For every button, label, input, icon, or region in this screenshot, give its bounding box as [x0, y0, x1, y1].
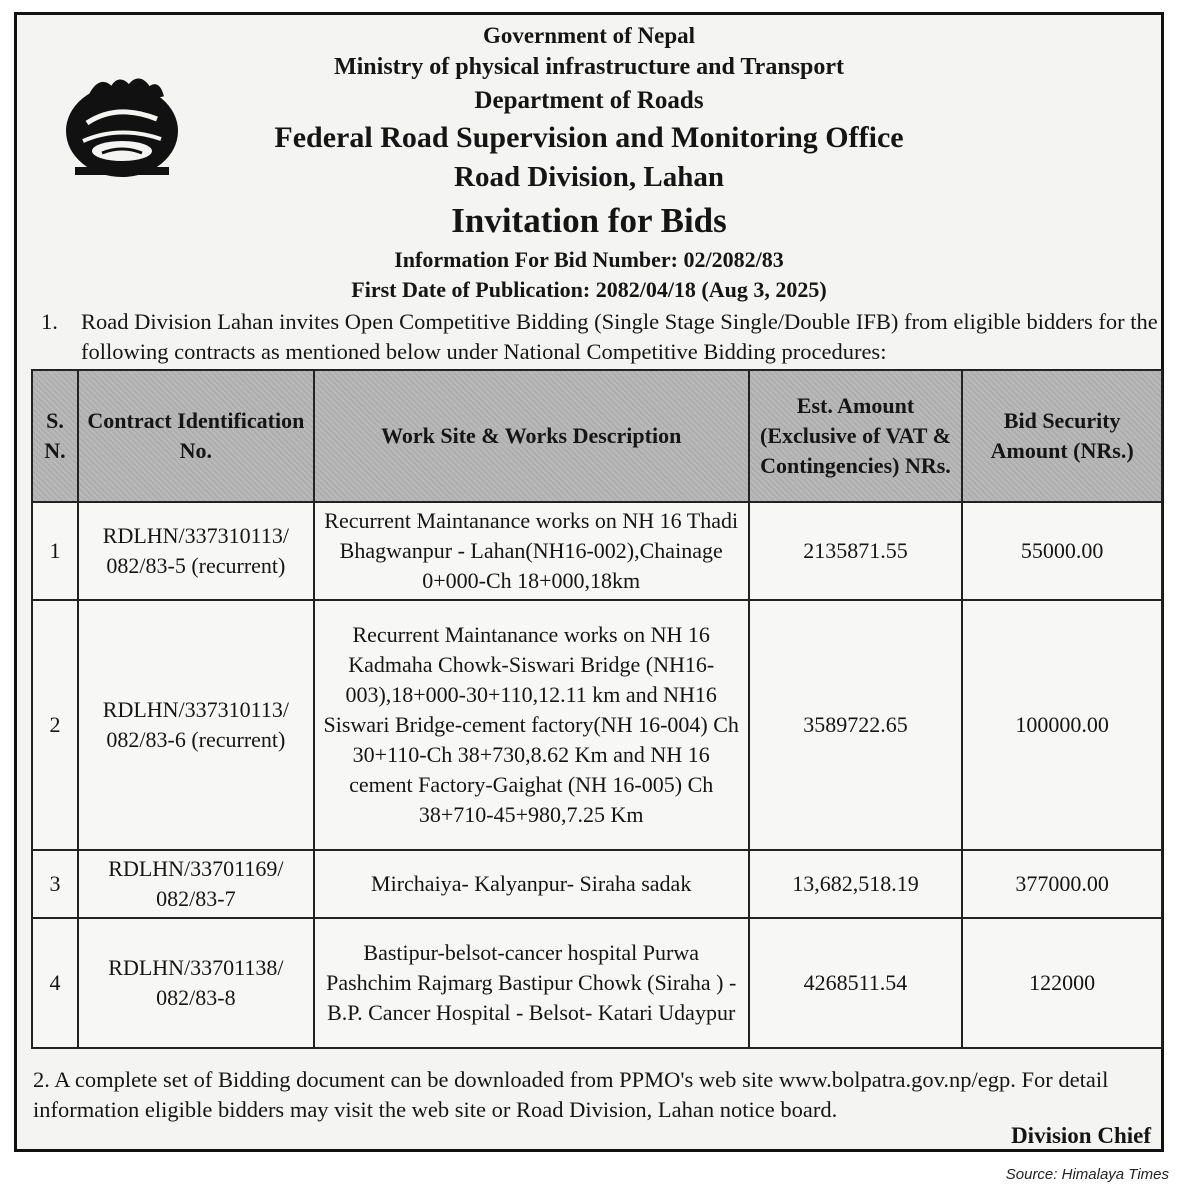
intro-paragraph: [41, 307, 1161, 367]
cell-bid-security: 377000.00: [962, 850, 1162, 918]
government-heading: Government of Nepal: [482, 23, 696, 48]
bids-table: [31, 369, 1163, 1049]
cell-contract-id: RDLHN/33701169/ 082/83-7: [78, 850, 314, 918]
table-row: [32, 850, 1162, 918]
cell-contract-id: RDLHN/33701138/ 082/83-8: [78, 918, 314, 1048]
cell-bid-security: 122000: [962, 918, 1162, 1048]
cell-bid-security: 100000.00: [962, 600, 1162, 850]
source-credit: Source: Himalaya Times: [1005, 1166, 1169, 1183]
cell-est-amount: 3589722.65: [749, 600, 963, 850]
header-description: Work Site & Works Description: [314, 370, 749, 502]
bid-number: Information For Bid Number: 02/2082/83: [394, 247, 784, 272]
cell-description: Bastipur-belsot-cancer hospital Purwa Pashchim Rajmarg Bastipur Chowk (Siraha ) - B.P. Cancer Hospital - Belsot- Katari Udaypur: [314, 918, 749, 1048]
page-title: Invitation for Bids: [451, 201, 727, 240]
cell-sn: 2: [32, 600, 78, 850]
department-heading: Department of Roads: [474, 87, 704, 114]
cell-sn: 4: [32, 918, 78, 1048]
table-row: [32, 918, 1162, 1048]
division-heading: Road Division, Lahan: [454, 161, 724, 193]
cell-description: Recurrent Maintanance works on NH 16 Thadi Bhagwanpur - Lahan(NH16-002),Chainage 0+000-Ch 18+000,18km: [314, 502, 749, 600]
cell-sn: 1: [32, 502, 78, 600]
cell-description: Recurrent Maintanance works on NH 16 Kadmaha Chowk-Siswari Bridge (NH16-003),18+000-30+110,12.11 km and NH16 Siswari Bridge-cement factory(NH 16-004) Ch 30+110-Ch 38+730,8.62 Km and NH 16 cement Factory-Gaighat (NH 16-005) Ch 38+710-45+980,7.25 Km: [314, 600, 749, 850]
header-est-amount: Est. Amount (Exclusive of VAT & Contingencies) NRs.: [749, 370, 963, 502]
cell-sn: 3: [32, 850, 78, 918]
header-bid-security: Bid Security Amount (NRs.): [962, 370, 1162, 502]
header-sn: S. N.: [32, 370, 78, 502]
ministry-heading: Ministry of physical infrastructure and Transport: [333, 54, 844, 80]
cell-est-amount: 4268511.54: [749, 918, 963, 1048]
bid-notice: [14, 12, 1164, 1152]
download-note: 2. A complete set of Bidding document can be downloaded from PPMO's web site www.bolpatra.gov.np/egp. For detail information eligible bidders may visit the web site or Road Division, Lahan notice board.: [33, 1067, 1109, 1122]
cell-description: Mirchaiya- Kalyanpur- Siraha sadak: [314, 850, 749, 918]
cell-est-amount: 2135871.55: [749, 502, 963, 600]
table-header-row: [32, 370, 1162, 502]
table-row: [32, 502, 1162, 600]
publication-date: First Date of Publication: 2082/04/18 (Aug 3, 2025): [351, 277, 827, 302]
cell-contract-id: RDLHN/337310113/ 082/83-5 (recurrent): [78, 502, 314, 600]
intro-number: 1.: [41, 309, 58, 334]
intro-text: Road Division Lahan invites Open Competitive Bidding (Single Stage Single/Double IFB) from eligible bidders for the following contracts as mentioned below under National Competitive Bidding procedures:: [81, 309, 1158, 364]
cell-bid-security: 55000.00: [962, 502, 1162, 600]
signature: Division Chief: [1011, 1123, 1151, 1148]
office-heading: Federal Road Supervision and Monitoring Office: [274, 121, 904, 154]
cell-contract-id: RDLHN/337310113/ 082/83-6 (recurrent): [78, 600, 314, 850]
cell-est-amount: 13,682,518.19: [749, 850, 963, 918]
header-contract-id: Contract Identification No.: [78, 370, 314, 502]
table-row: [32, 600, 1162, 850]
